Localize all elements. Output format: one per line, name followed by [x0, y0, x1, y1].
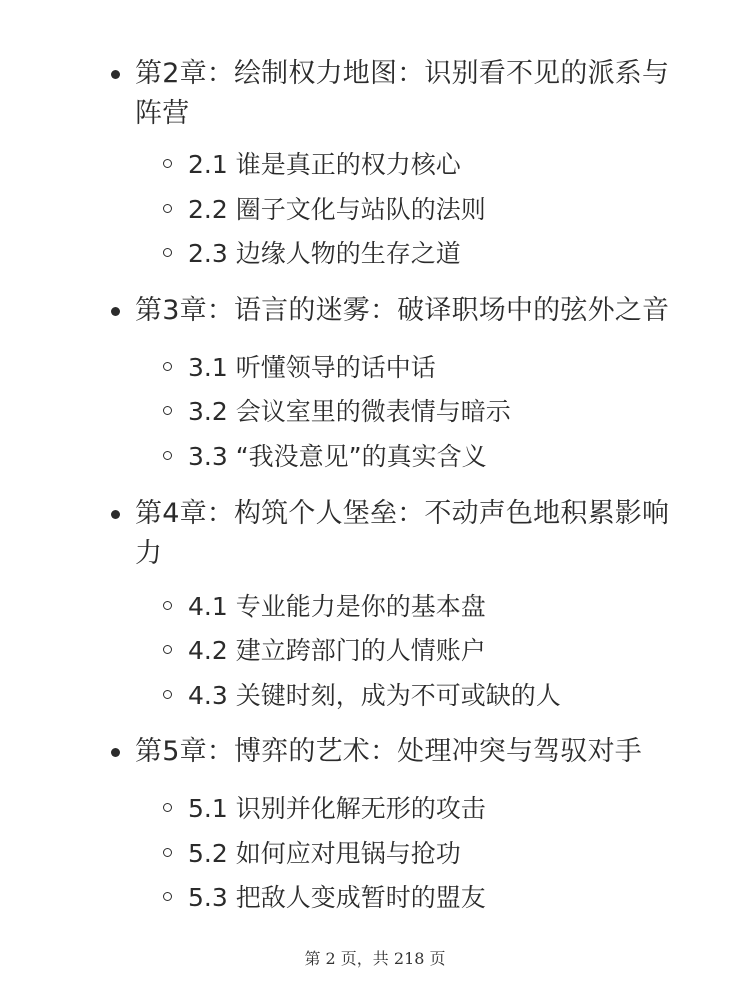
section-title: 2.3 边缘人物的生存之道	[188, 239, 461, 268]
chapter-title: 第2章：绘制权力地图：识别看不见的派系与阵营	[135, 58, 670, 129]
chapter-title: 第5章：博弈的艺术：处理冲突与驾驭对手	[135, 736, 642, 767]
section-title: 2.2 圈子文化与站队的法则	[188, 195, 486, 224]
bullet-icon	[111, 510, 120, 519]
bullet-icon	[111, 307, 120, 316]
chapter-title: 第4章：构筑个人堡垒：不动声色地积累影响力	[135, 498, 670, 569]
hollow-bullet-icon	[163, 204, 172, 213]
section-title: 3.2 会议室里的微表情与暗示	[188, 397, 511, 426]
section-item	[0, 234, 750, 274]
bullet-icon	[111, 70, 120, 79]
hollow-bullet-icon	[163, 803, 172, 812]
hollow-bullet-icon	[163, 645, 172, 654]
hollow-bullet-icon	[163, 159, 172, 168]
section-item	[0, 834, 750, 874]
section-title: 3.3 “我没意见”的真实含义	[188, 442, 487, 471]
section-title: 4.1 专业能力是你的基本盘	[188, 592, 486, 621]
section-item	[0, 437, 750, 477]
section-title: 2.1 谁是真正的权力核心	[188, 150, 461, 179]
hollow-bullet-icon	[163, 406, 172, 415]
page-number-footer: 第 2 页，共 218 页	[304, 949, 446, 968]
section-title: 3.1 听懂领导的话中话	[188, 353, 436, 382]
hollow-bullet-icon	[163, 690, 172, 699]
section-item	[0, 348, 750, 388]
section-title: 5.1 识别并化解无形的攻击	[188, 794, 486, 823]
section-title: 4.2 建立跨部门的人情账户	[188, 636, 486, 665]
hollow-bullet-icon	[163, 451, 172, 460]
hollow-bullet-icon	[163, 848, 172, 857]
bullet-icon	[111, 748, 120, 757]
section-item	[0, 190, 750, 230]
section-title: 5.2 如何应对甩锅与抢功	[188, 839, 461, 868]
section-title: 5.3 把敌人变成暂时的盟友	[188, 883, 486, 912]
section-item	[0, 789, 750, 829]
section-title: 4.3 关键时刻，成为不可或缺的人	[188, 681, 561, 710]
hollow-bullet-icon	[163, 892, 172, 901]
hollow-bullet-icon	[163, 601, 172, 610]
hollow-bullet-icon	[163, 248, 172, 257]
hollow-bullet-icon	[163, 362, 172, 371]
chapter-title: 第3章：语言的迷雾：破译职场中的弦外之音	[135, 295, 670, 326]
section-item	[0, 878, 750, 918]
section-item	[0, 631, 750, 671]
section-item	[0, 676, 750, 716]
section-item	[0, 392, 750, 432]
section-item	[0, 145, 750, 185]
section-item	[0, 587, 750, 627]
